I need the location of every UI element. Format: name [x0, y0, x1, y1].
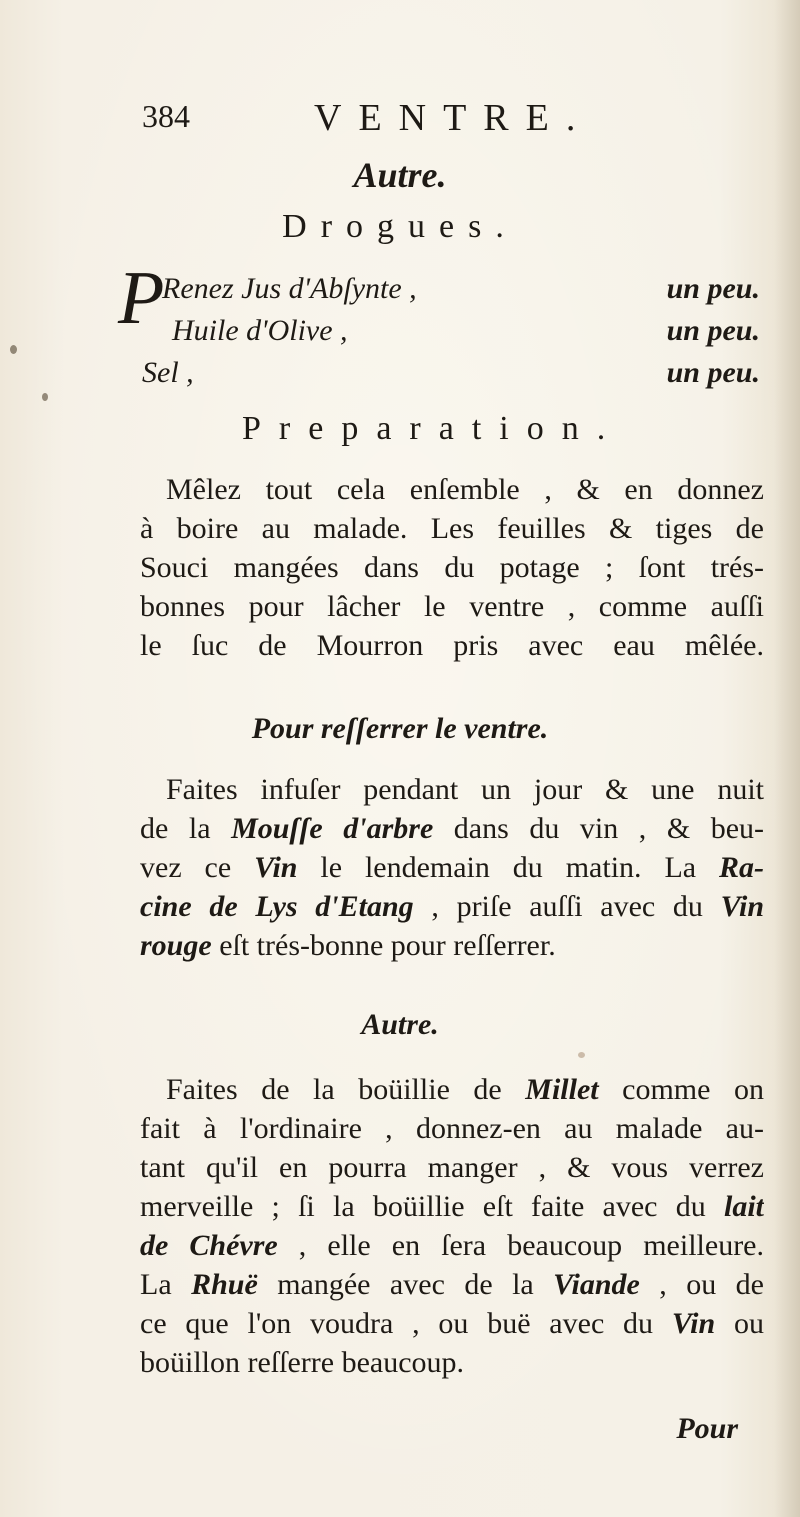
text-line — [140, 1070, 764, 1109]
text-run: Faites de la boüillie de — [166, 1073, 526, 1106]
ingredient-quantity: un peu. — [666, 272, 760, 305]
text-line — [140, 1148, 764, 1187]
text-run: ce que l'on voudra , ou buë avec du — [140, 1307, 672, 1340]
text-run: , elle en ſera beaucoup meilleure. — [277, 1229, 764, 1262]
ingredient-name: Sel , — [142, 356, 194, 389]
running-head: VENTRE. — [314, 97, 593, 139]
section-title-autre-2: Autre. — [361, 1008, 439, 1041]
text-line — [140, 1304, 764, 1343]
text-line — [140, 1343, 764, 1382]
text-run: Faites infuſer pendant un jour & une nuit — [166, 773, 764, 806]
text-run: fait à l'ordinaire , donnez-en au malade au- — [140, 1112, 764, 1145]
ingredient-row — [142, 356, 760, 400]
text-run: le lendemain du matin. La — [297, 851, 720, 884]
italic-term: Vin — [671, 1307, 716, 1340]
text-line — [140, 1226, 764, 1265]
italic-term: Vin — [720, 890, 764, 923]
section-title-resserrer: Pour reſſerrer le ventre. — [251, 712, 549, 745]
text-line — [140, 1265, 764, 1304]
text-run: boüillon reſſerre beaucoup. — [140, 1346, 465, 1379]
text-line — [140, 1109, 764, 1148]
catchword: Pour — [676, 1412, 738, 1445]
text-run: , priſe auſſi avec du — [413, 890, 721, 923]
italic-term: Mouſſe d'arbre — [231, 812, 434, 845]
text-line — [140, 1187, 764, 1226]
text-line: bonnes pour lâcher le ventre , comme auſſi — [140, 590, 764, 623]
text-line — [140, 809, 764, 848]
ink-speck — [10, 345, 17, 354]
text-run: ou — [715, 1307, 764, 1340]
ingredient-row — [162, 272, 760, 316]
resserrer-paragraph — [140, 770, 764, 965]
ingredient-quantity: un peu. — [666, 314, 760, 347]
text-line: le ſuc de Mourron pris avec eau mêlée. — [140, 629, 764, 662]
preparation-paragraph — [140, 470, 764, 665]
text-line — [140, 926, 764, 965]
section-title-autre: Autre. — [353, 155, 447, 195]
text-run: , ou de — [639, 1268, 764, 1301]
text-run: dans du vin , & beu- — [433, 812, 764, 845]
text-run: La — [140, 1268, 192, 1301]
text-run: eſt trés-bonne pour reſſerrer. — [211, 929, 556, 962]
ingredient-quantity: un peu. — [666, 356, 760, 389]
autre-paragraph — [140, 1070, 764, 1382]
ingredient-name: Huile d'Olive , — [172, 314, 348, 347]
ink-speck — [42, 393, 48, 401]
text-line: Souci mangées dans du potage ; ſont trés- — [140, 551, 764, 584]
text-run: de la — [140, 812, 232, 845]
preparation-heading: Preparation. — [242, 410, 624, 447]
page-number: 384 — [142, 98, 190, 134]
text-line: Mêlez tout cela enſemble , & en donnez — [166, 473, 764, 506]
italic-term: Ra- — [719, 851, 764, 884]
text-run: vez ce — [140, 851, 255, 884]
drop-cap: P — [118, 256, 165, 340]
text-line — [140, 770, 764, 809]
text-line — [140, 848, 764, 887]
text-run: merveille ; ſi la boüillie eſt faite avec du — [140, 1190, 724, 1223]
ingredient-name: Renez Jus d'Abſynte , — [162, 272, 417, 305]
ingredient-row — [172, 314, 760, 358]
italic-term: Vin — [254, 851, 298, 884]
italic-term: Millet — [525, 1073, 599, 1106]
text-run: comme on — [598, 1073, 764, 1106]
page-header — [0, 96, 800, 146]
italic-term: cine de Lys d'Etang — [140, 890, 414, 923]
drogues-heading: Drogues. — [282, 208, 518, 245]
text-line: à boire au malade. Les feuilles & tiges de — [140, 512, 764, 545]
italic-term: Rhuë — [191, 1268, 258, 1301]
italic-term: lait — [723, 1190, 764, 1223]
italic-term: de Chévre — [140, 1229, 278, 1262]
ink-speck — [578, 1052, 585, 1058]
text-line — [140, 887, 764, 926]
text-run: mangée avec de la — [257, 1268, 554, 1301]
italic-term: Viande — [553, 1268, 640, 1301]
italic-term: rouge — [140, 929, 212, 962]
text-run: tant qu'il en pourra manger , & vous verrez — [140, 1151, 764, 1184]
